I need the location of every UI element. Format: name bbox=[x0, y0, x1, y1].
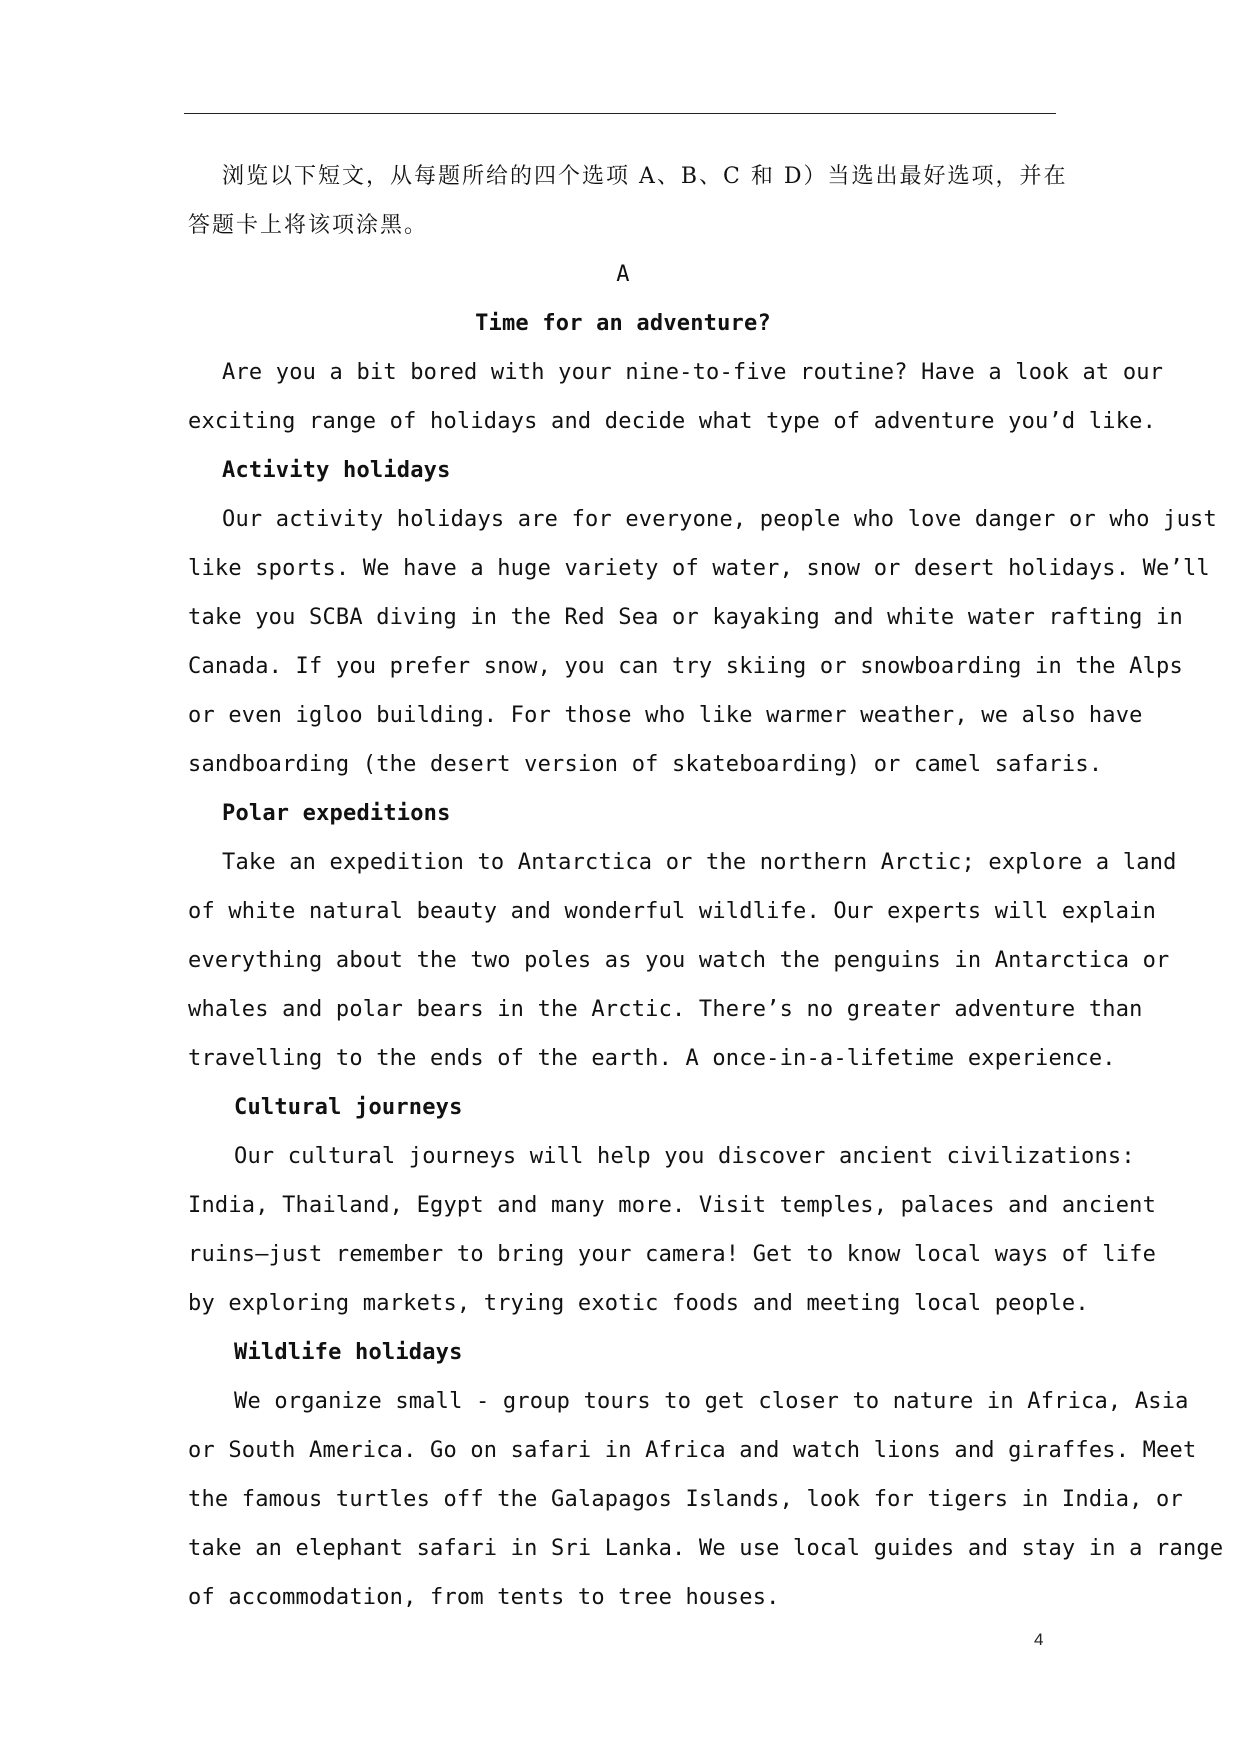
section-heading-cultural: Cultural journeys bbox=[234, 1095, 463, 1120]
section-heading-polar: Polar expeditions bbox=[222, 801, 451, 826]
paragraph-line: Take an expedition to Antarctica or the northern Arctic; explore a land bbox=[222, 850, 1177, 875]
paragraph-line: ruins—just remember to bring your camera! Get to know local ways of life bbox=[188, 1242, 1157, 1267]
paragraph-line: take you SCBA diving in the Red Sea or kayaking and white water rafting in bbox=[188, 605, 1183, 630]
paragraph-line: We organize small - group tours to get closer to nature in Africa, Asia bbox=[234, 1389, 1189, 1414]
paragraph-line: Canada. If you prefer snow, you can try skiing or snowboarding in the Alps bbox=[188, 654, 1183, 679]
paragraph-line: or even igloo building. For those who like warmer weather, we also have bbox=[188, 703, 1143, 728]
instruction-line-1: 浏览以下短文，从每题所给的四个选项 A、B、C 和 D）当选出最好选项，并在 bbox=[222, 164, 1068, 189]
paragraph-line: Our activity holidays are for everyone, people who love danger or who just bbox=[222, 507, 1217, 532]
section-heading-activity: Activity holidays bbox=[222, 458, 451, 483]
paragraph-line: travelling to the ends of the earth. A once-in-a-lifetime experience. bbox=[188, 1046, 1116, 1071]
paragraph-line: or South America. Go on safari in Africa and watch lions and giraffes. Meet bbox=[188, 1438, 1197, 1463]
paragraph-line: everything about the two poles as you watch the penguins in Antarctica or bbox=[188, 948, 1170, 973]
header-rule bbox=[184, 113, 1056, 114]
paragraph-line: by exploring markets, trying exotic foods and meeting local people. bbox=[188, 1291, 1089, 1316]
instruction-line-2: 答题卡上将该项涂黑。 bbox=[188, 213, 429, 238]
section-letter: A bbox=[616, 262, 630, 287]
paragraph-line: sandboarding (the desert version of skateboarding) or camel safaris. bbox=[188, 752, 1103, 777]
paragraph-line: India, Thailand, Egypt and many more. Visit temples, palaces and ancient bbox=[188, 1193, 1157, 1218]
section-heading-wildlife: Wildlife holidays bbox=[234, 1340, 463, 1365]
document-body bbox=[188, 152, 1224, 1622]
page-number: 4 bbox=[1034, 1630, 1044, 1649]
paragraph-line: Our cultural journeys will help you discover ancient civilizations: bbox=[234, 1144, 1135, 1169]
intro-line: exciting range of holidays and decide what type of adventure you’d like. bbox=[188, 409, 1157, 434]
paragraph-line: take an elephant safari in Sri Lanka. We use local guides and stay in a range bbox=[188, 1536, 1224, 1561]
paragraph-line: the famous turtles off the Galapagos Islands, look for tigers in India, or bbox=[188, 1487, 1183, 1512]
paragraph-line: of accommodation, from tents to tree houses. bbox=[188, 1585, 780, 1610]
paragraph-line: of white natural beauty and wonderful wildlife. Our experts will explain bbox=[188, 899, 1157, 924]
paragraph-line: whales and polar bears in the Arctic. There’s no greater adventure than bbox=[188, 997, 1143, 1022]
intro-line: Are you a bit bored with your nine-to-five routine? Have a look at our bbox=[222, 360, 1164, 385]
passage-title: Time for an adventure? bbox=[475, 311, 771, 336]
paragraph-line: like sports. We have a huge variety of water, snow or desert holidays. We’ll bbox=[188, 556, 1210, 581]
